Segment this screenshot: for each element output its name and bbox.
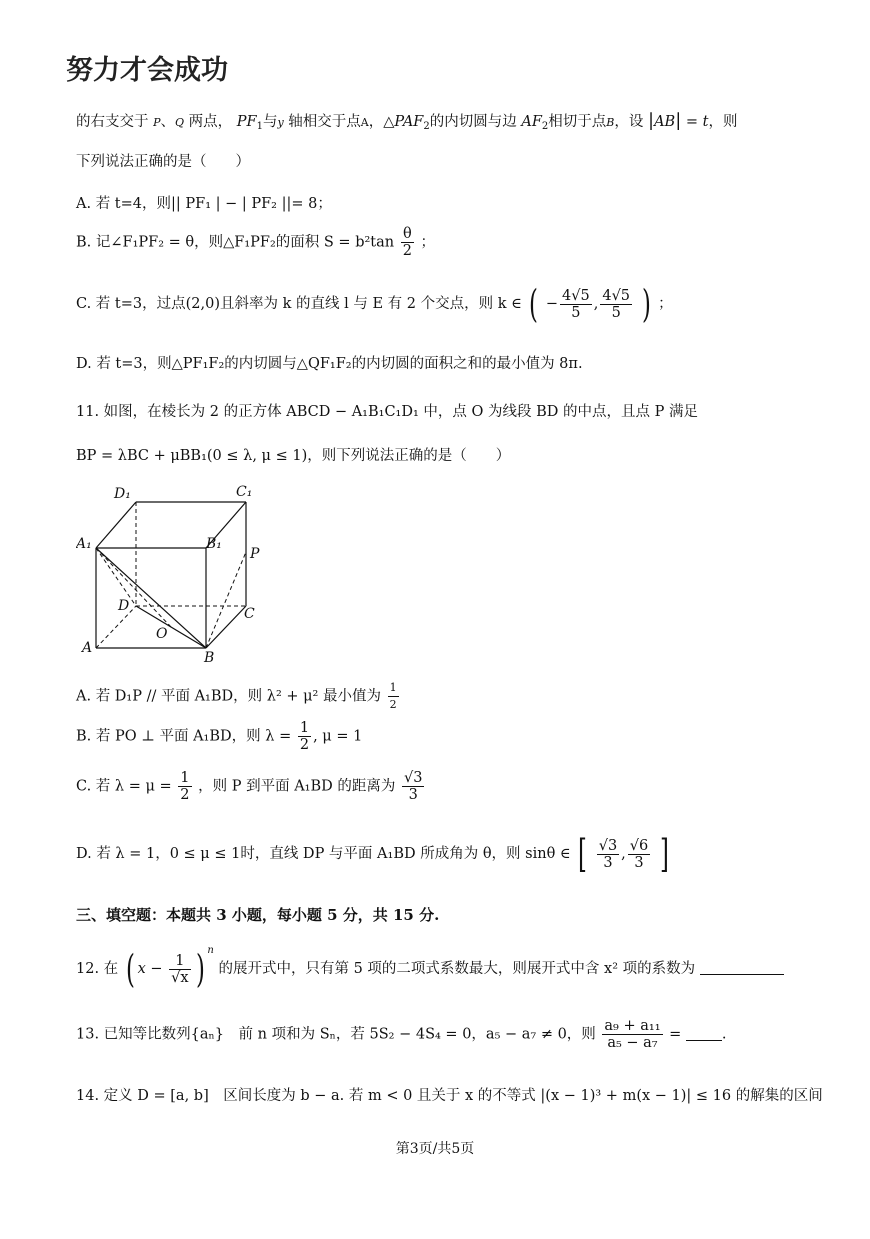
fraction: $\frac{\theta}{2}$ [402,226,412,259]
text: y [277,116,284,129]
text: ，设 [614,114,644,130]
text: √3 [403,770,423,786]
q11-option-c [76,770,426,803]
right-paren: ) [195,947,205,991]
text: = [669,1026,682,1043]
text: C. 若 λ = μ = [76,778,172,795]
text: B. 记∠F₁PF₂ = θ，则△F₁PF₂的面积 S = b²tan [76,234,395,251]
text: 2 [389,698,397,711]
text: ； [658,296,673,312]
fraction [169,953,190,986]
text: n [207,945,214,956]
text: 相切于点 [548,114,607,130]
text: √x [171,969,189,986]
text: 的展开式中，只有第 5 项的二项式系数最大，则展开式中含 x² 项的系数为 [218,961,696,977]
q10-option-c: C. 若 t=3，过点(2,0)且斜率为 k 的直线 l 与 E 有 2 个交点，则 k ∈ ( − $\frac{4√5}{5}$ , $\frac{4√5}{5}$ ) ； [76,282,673,326]
left-paren: ( [529,282,539,326]
text: 3 [603,854,613,871]
text: √3 [598,837,618,854]
label-b: B [204,650,215,666]
q11-stem-line2: BP = λBC + μBB₁(0 ≤ λ, μ ≤ 1)，则下列说法正确的是（ ） [76,448,511,464]
text: 两点， [188,114,233,130]
label-c: C [244,606,255,622]
q10-stem-line2: 下列说法正确的是（ ） [76,154,250,170]
fraction [298,720,311,753]
text: B. 若 PO ⊥ 平面 A₁BD，则 λ = [76,728,292,745]
left-bracket: [ [578,832,588,876]
label-d: D [118,598,130,614]
text: ，则 [708,114,738,130]
page-header-title: 努力才会成功 [66,55,228,86]
fraction: $\frac{4√5}{5}$ [562,287,590,321]
text: a₉ + a₁₁ [604,1018,661,1034]
text: 3 [408,787,418,803]
text: . [721,1026,727,1043]
cube-figure [76,478,276,668]
fraction [597,838,619,871]
text: 的右支交于 [76,114,149,130]
fraction: $\frac{4√5}{5}$ [602,287,631,321]
text: 12. 在 [76,961,119,977]
text: 1 [388,680,399,697]
label-a: A [82,640,93,656]
text: Q [175,116,185,129]
text: , μ = 1 [313,728,363,745]
text: 1 [180,770,190,786]
text: a₅ − a₇ [607,1035,658,1051]
q11-stem-line1: 11. 如图，在棱长为 2 的正方体 ABCD − A₁B₁C₁D₁ 中，点 O 为线段 BD 的中点，且点 P 满足 [76,404,698,420]
text: ； [420,234,436,251]
text: A [360,116,369,129]
left-paren: ( [125,947,135,991]
text: 、 [160,114,176,130]
text: ，△ [368,114,395,130]
page-footer: 第3页/共5页 [395,1141,475,1157]
text: P [153,116,161,129]
text: 1 [299,720,310,736]
q11-option-a [76,680,401,713]
q14: 14. 定义 D = [a, b] 区间长度为 b − a. 若 m < 0 且关于 x 的不等式 |(x − 1)³ + m(x − 1)| ≤ 16 的解集的区间 [76,1088,823,1104]
text: ，则 P 到平面 A₁BD 的距离为 [198,778,396,795]
q12: 12. 在 ( x − $\frac{1}{√x}$ ) $^n$ 的展开式中，只有第 5 项的二项式系数最大，则展开式中含 x² 项的系数为 [76,945,784,991]
q13 [76,1018,727,1051]
fraction [178,770,191,803]
text: √6 [629,837,649,854]
fraction [402,770,424,803]
fraction [388,680,399,713]
text: A. 若 D₁P // 平面 A₁BD，则 λ² + μ² 最小值为 [76,688,381,705]
q11-option-b [76,720,362,753]
label-d1: D₁ [114,486,131,502]
text: C. 若 t=3，过点(2,0)且斜率为 k 的直线 l 与 E 有 2 个交点，则 k ∈ [76,296,522,312]
fraction [602,1018,662,1051]
text: 13. 已知等比数列{aₙ} 前 n 项和为 Sₙ，若 5S₂ − 4S₄ = 0，a₅ − a₇ ≠ 0，则 [76,1026,596,1043]
label-p: P [250,546,260,562]
q10-stem-line1: 的右支交于 P、Q 两点， $PF_1$与y 轴相交于点A，$\triangle PAF_2$的内切圆与边 $AF_2$相切于点B，设 |AB| = t，则 [76,110,738,132]
right-bracket: ] [659,832,669,876]
text: D. 若 λ = 1，0 ≤ μ ≤ 1时，直线 DP 与平面 A₁BD 所成角为 θ，则 sinθ ∈ [76,846,571,862]
text: 1 [169,953,190,970]
label-b1: B₁ [206,536,222,552]
answer-blank[interactable] [686,1026,722,1041]
q10-option-b [76,226,435,259]
label-a1: A₁ [76,536,92,552]
text: 3 [634,854,644,871]
section-3-title: 三、填空题：本题共 3 小题，每小题 5 分，共 15 分. [76,906,440,924]
q11-option-d: D. 若 λ = 1，0 ≤ μ ≤ 1时，直线 DP 与平面 A₁BD 所成角为 θ，则 sinθ ∈ [ $\frac{√3}{3}$ , $\frac{√6}{3}$ ] [76,832,669,876]
text: 2 [299,737,310,753]
text: 轴相交于点 [288,114,361,130]
label-o: O [156,626,168,642]
fraction [628,838,650,871]
label-c1: C₁ [236,484,253,500]
q10-option-d: D. 若 t=3，则△PF₁F₂的内切圆与△QF₁F₂的内切圆的面积之和的最小值为 8π. [76,356,583,372]
q10-option-a: A. 若 t=4，则|| PF₁ | − | PF₂ ||= 8； [76,196,332,212]
answer-blank[interactable] [700,960,784,975]
text: B [606,116,615,129]
text: 2 [180,787,190,803]
text: 的内切圆与边 [429,114,517,130]
right-paren: ) [641,282,651,326]
text: 与 [262,114,278,130]
